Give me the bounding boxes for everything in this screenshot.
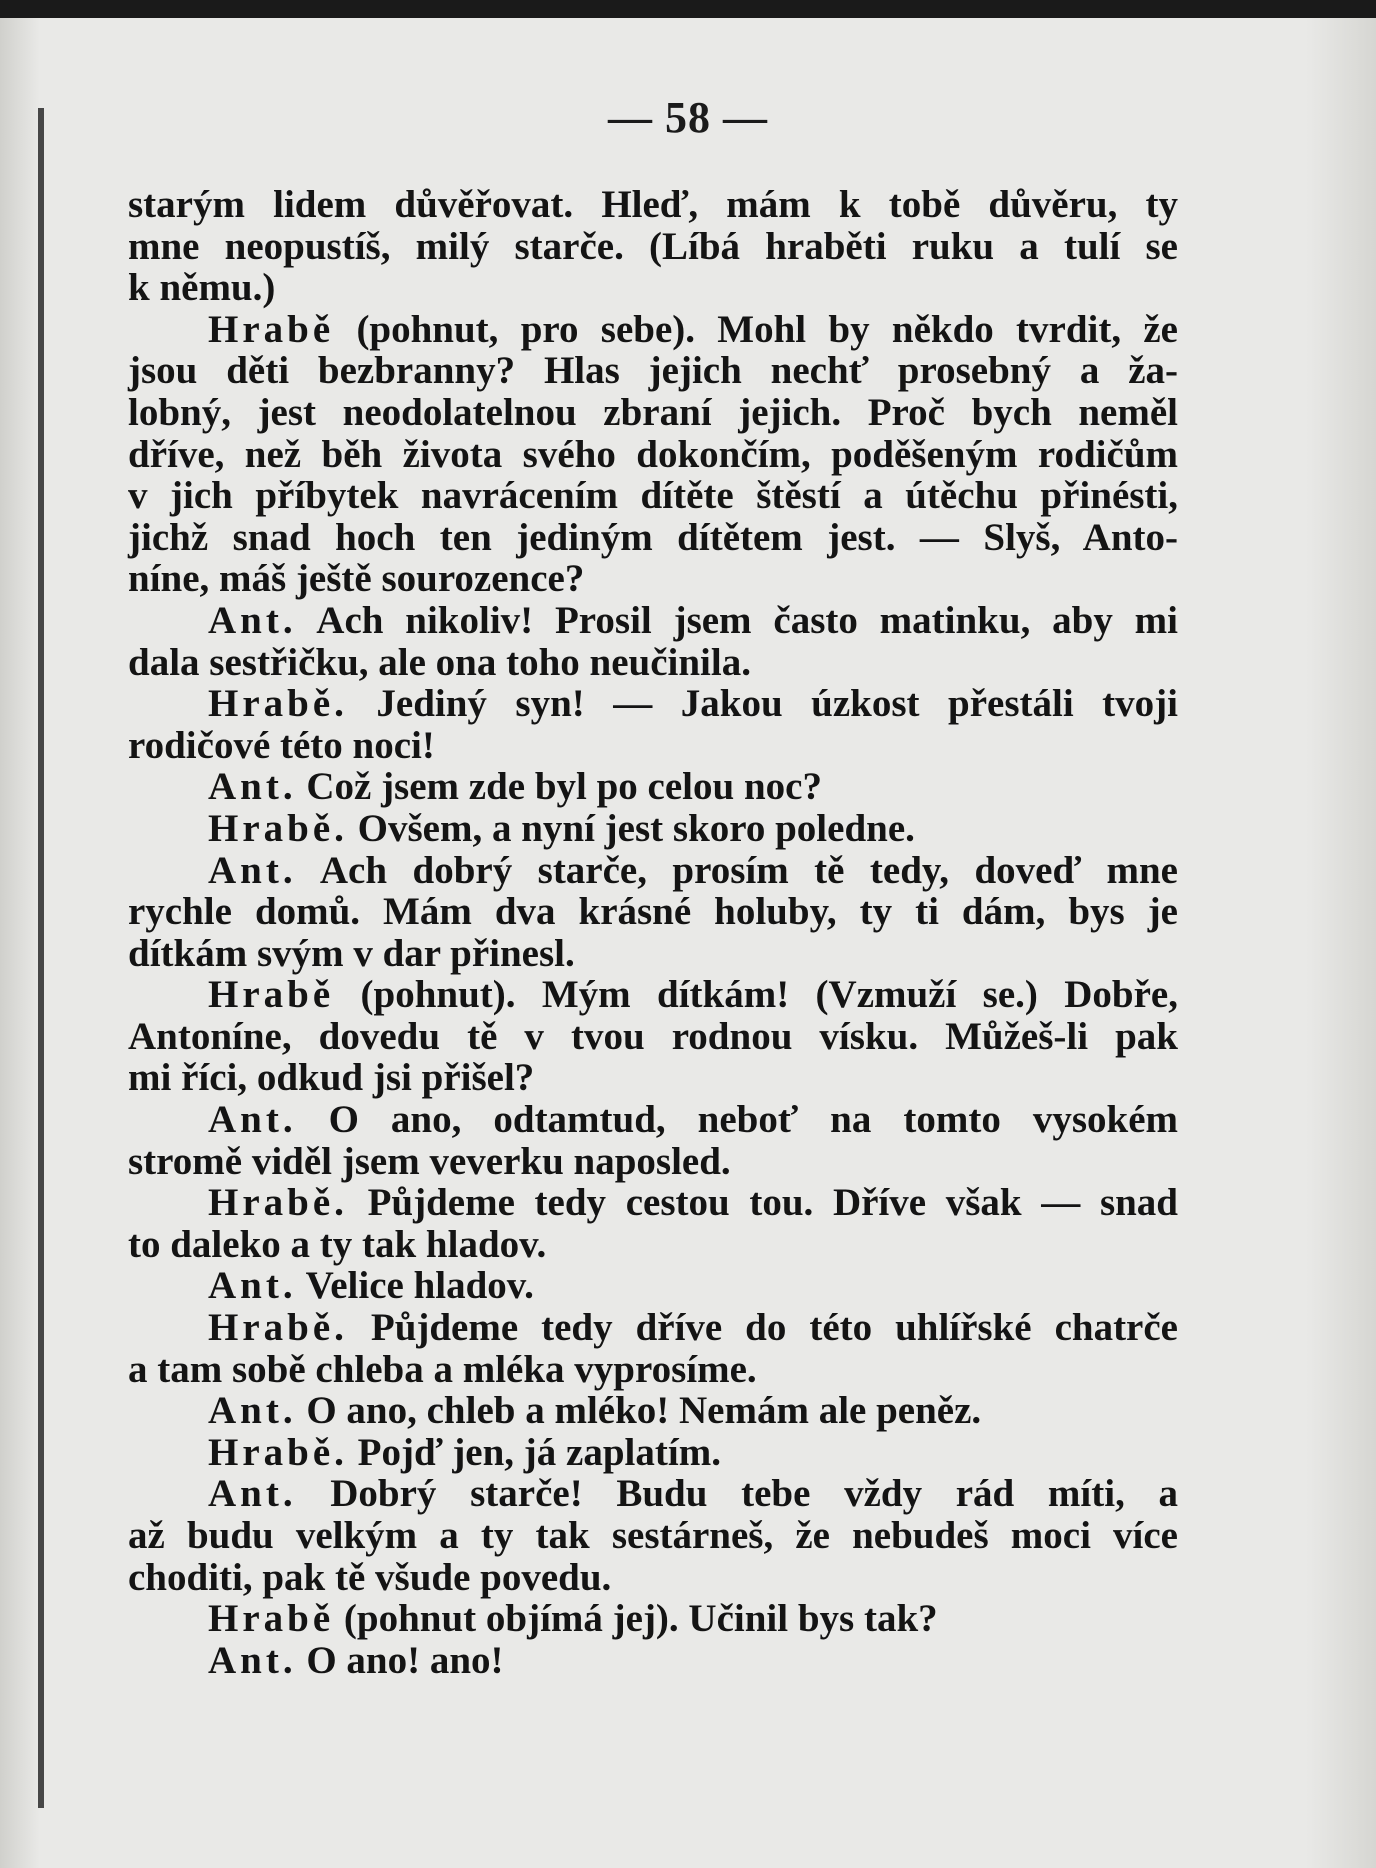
line-text: Pojď jen, já zaplatím. [347, 1430, 721, 1474]
text-line [128, 933, 1178, 975]
text-line [128, 1057, 1178, 1099]
line-text: stromě viděl jsem veverku naposled. [128, 1139, 731, 1183]
line-text: dítkám svým v dar přinesl. [128, 931, 575, 975]
line-text: to daleko a ty tak hladov. [128, 1222, 547, 1266]
line-text: Velice hladov. [296, 1264, 534, 1308]
text-line [128, 1473, 1178, 1515]
book-page [0, 18, 1376, 1868]
line-text: a tam sobě chleba a mléka vyprosíme. [128, 1347, 757, 1391]
text-line [128, 434, 1178, 476]
speaker-name: Hrabě [208, 973, 335, 1017]
speaker-name: Ant. [208, 1472, 297, 1516]
text-line [128, 558, 1178, 600]
speaker-name: Ant. [208, 598, 297, 642]
text-line [128, 974, 1178, 1016]
line-text: starým lidem důvěřovat. Hleď, mám k tobě důvěru, ty [128, 183, 1178, 226]
text-line [128, 475, 1178, 517]
text-line [128, 642, 1178, 684]
speaker-name: Hrabě [208, 307, 335, 351]
line-text: choditi, pak tě všude povedu. [128, 1555, 612, 1599]
text-line [128, 267, 1178, 309]
page-binding-edge [38, 108, 44, 1808]
page-number: — 58 — [608, 93, 768, 142]
text-line [128, 1640, 1178, 1682]
text-line [128, 850, 1178, 892]
body-text [128, 184, 1178, 1681]
text-line [128, 1099, 1178, 1141]
text-line [128, 1432, 1178, 1474]
text-line [128, 309, 1178, 351]
line-text: (pohnut). Mým dítkám! (Vzmuží se.) Dobře, [334, 973, 1178, 1017]
text-line [128, 1182, 1178, 1224]
text-line [128, 517, 1178, 559]
text-line [128, 1265, 1178, 1307]
line-text: Dobrý starče! Budu tebe vždy rád míti, a [296, 1472, 1178, 1516]
line-text: Což jsem zde byl po celou noc? [296, 765, 822, 809]
line-text: lobný, jest neodolatelnou zbraní jejich. Proč bych neměl [128, 390, 1178, 434]
text-line [128, 226, 1178, 268]
speaker-name: Hrabě. [208, 806, 348, 850]
text-line [128, 1515, 1178, 1557]
text-line [128, 1390, 1178, 1432]
speaker-name: Hrabě. [208, 1430, 348, 1474]
line-text: rychle domů. Mám dva krásné holuby, ty ti dám, bys je [128, 890, 1178, 934]
line-text: Antoníne, dovedu tě v tvou rodnou vísku. Můžeš-li pak [128, 1014, 1178, 1058]
line-text: dříve, než běh života svého dokončím, poděšeným rodičům [128, 432, 1178, 476]
text-line [128, 350, 1178, 392]
line-text: rodičové této noci! [128, 723, 435, 767]
line-text: O ano, chleb a mléko! Nemám ale peněz. [296, 1389, 982, 1433]
line-text: mne neopustíš, milý starče. (Líbá hraběti ruku a tulí se [128, 224, 1178, 268]
line-text: O ano! ano! [296, 1638, 504, 1682]
text-line [128, 891, 1178, 933]
line-text: v jich příbytek navrácením dítěte štěstí a útěchu přinésti, [128, 474, 1178, 518]
line-text: jichž snad hoch ten jediným dítětem jest. — Slyš, Anto- [128, 515, 1178, 559]
line-text: Ach dobrý starče, prosím tě tedy, doveď mne [296, 848, 1178, 892]
line-text: mi říci, odkud jsi přišel? [128, 1056, 535, 1100]
text-line [128, 600, 1178, 642]
speaker-name: Hrabě. [208, 682, 348, 726]
text-line [128, 1224, 1178, 1266]
line-text: dala sestřičku, ale ona toho neučinila. [128, 640, 751, 684]
text-line [128, 1598, 1178, 1640]
line-text: jsou děti bezbranny? Hlas jejich nechť prosebný a ža- [128, 349, 1178, 393]
speaker-name: Hrabě [208, 1597, 335, 1641]
text-line [128, 1016, 1178, 1058]
line-text: Půjdeme tedy cestou tou. Dříve však — snad [347, 1181, 1178, 1225]
speaker-name: Ant. [208, 848, 297, 892]
speaker-name: Ant. [208, 1638, 297, 1682]
speaker-name: Ant. [208, 1098, 297, 1142]
line-text: Ovšem, a nyní jest skoro poledne. [347, 806, 915, 850]
line-text: (pohnut, pro sebe). Mohl by někdo tvrdit, že [334, 307, 1178, 351]
text-line [128, 766, 1178, 808]
text-line [128, 184, 1178, 226]
text-line [128, 1557, 1178, 1599]
text-line [128, 1349, 1178, 1391]
speaker-name: Ant. [208, 765, 297, 809]
line-text: k němu.) [128, 266, 276, 310]
text-line [128, 1141, 1178, 1183]
text-line [128, 725, 1178, 767]
text-line [128, 392, 1178, 434]
text-line [128, 683, 1178, 725]
speaker-name: Hrabě. [208, 1306, 348, 1350]
line-text: níne, máš ještě sourozence? [128, 557, 585, 601]
text-line [128, 808, 1178, 850]
text-line [128, 1307, 1178, 1349]
speaker-name: Ant. [208, 1264, 297, 1308]
speaker-name: Hrabě. [208, 1181, 348, 1225]
line-text: Ach nikoliv! Prosil jsem často matinku, aby mi [296, 598, 1178, 642]
line-text: Jediný syn! — Jakou úzkost přestáli tvoji [347, 682, 1178, 726]
line-text: (pohnut objímá jej). Učinil bys tak? [334, 1597, 938, 1641]
line-text: Půjdeme tedy dříve do této uhlířské chatrče [347, 1306, 1178, 1350]
speaker-name: Ant. [208, 1389, 297, 1433]
line-text: O ano, odtamtud, neboť na tomto vysokém [296, 1098, 1178, 1142]
line-text: až budu velkým a ty tak sestárneš, že nebudeš moci více [128, 1514, 1178, 1557]
